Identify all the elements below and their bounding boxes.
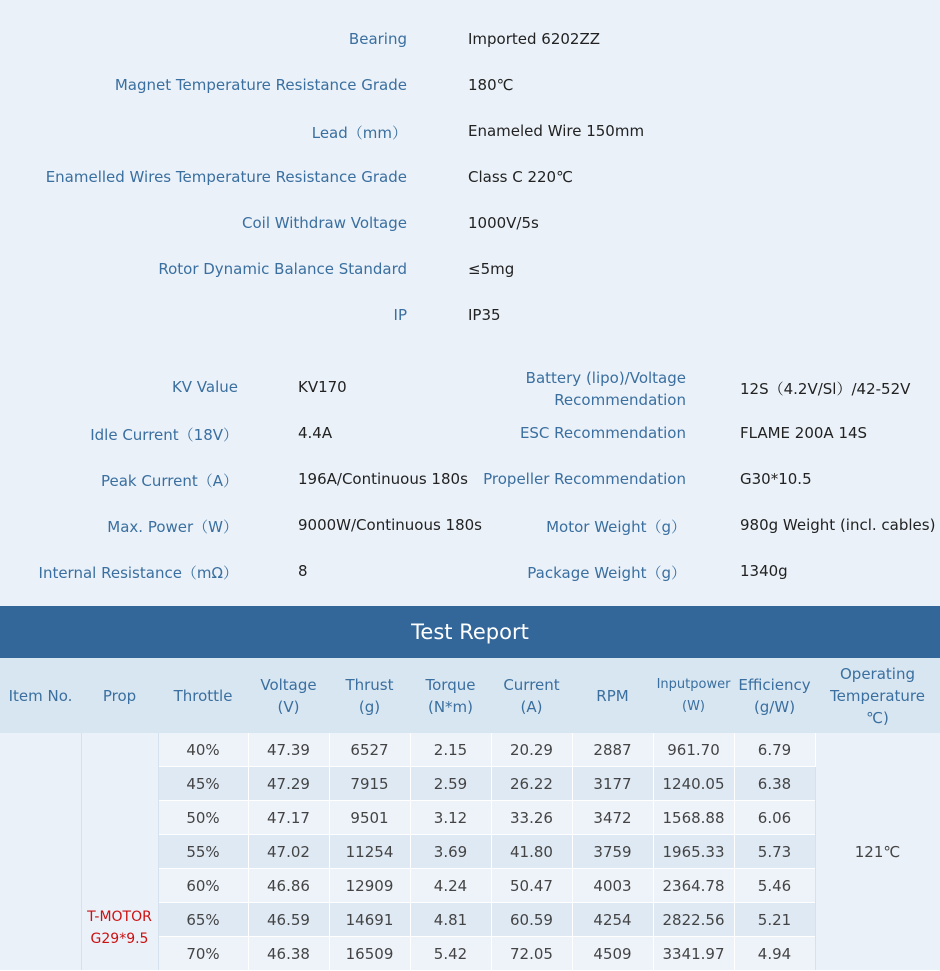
spec-label: Internal Resistance（mΩ） <box>38 564 238 582</box>
spec-row <box>0 76 940 100</box>
cell-thrust: 11254 <box>329 835 410 869</box>
cell-efficiency: 4.94 <box>734 937 815 971</box>
spec-row <box>0 214 940 238</box>
spec-label: ESC Recommendation <box>519 424 686 442</box>
spec-row <box>0 30 940 54</box>
cell-torque: 5.42 <box>410 937 491 971</box>
cell-current: 60.59 <box>491 903 572 937</box>
cell-inputpower: 3341.97 <box>653 937 734 971</box>
cell-thrust: 16509 <box>329 937 410 971</box>
cell-voltage: 46.59 <box>248 903 329 937</box>
header-text: Torque <box>425 675 476 694</box>
test-report-title: Test Report <box>0 606 940 658</box>
cell-thrust: 7915 <box>329 767 410 801</box>
header-torque <box>410 658 491 733</box>
spec-value: Imported 6202ZZ <box>468 30 601 48</box>
spec-value: G30*10.5 <box>740 470 812 488</box>
cell-efficiency: 6.79 <box>734 733 815 767</box>
cell-efficiency: 6.38 <box>734 767 815 801</box>
header-unit: (g) <box>358 697 381 716</box>
header-text: Current <box>503 675 560 694</box>
prop-brand: T-MOTOR <box>87 909 152 925</box>
cell-throttle: 55% <box>158 835 248 869</box>
cell-rpm: 4509 <box>572 937 653 971</box>
cell-voltage: 47.29 <box>248 767 329 801</box>
spec-value: IP35 <box>468 306 501 324</box>
spec-label: IP <box>393 306 407 324</box>
cell-throttle: 60% <box>158 869 248 903</box>
header-unit: ℃) <box>866 708 889 727</box>
cell-throttle: 65% <box>158 903 248 937</box>
item-no-cell <box>0 733 81 971</box>
spec-value: 980g Weight (incl. cables) <box>740 516 936 534</box>
cell-inputpower: 2822.56 <box>653 903 734 937</box>
spec-value: ≤5mg <box>468 260 515 278</box>
spec-label: Idle Current（18V） <box>90 426 238 444</box>
spec-label: Enamelled Wires Temperature Resistance Grade <box>45 168 407 186</box>
spec-value: Enameled Wire 150mm <box>468 122 645 140</box>
spec-label: Lead（mm） <box>311 124 407 142</box>
table-header-row <box>0 658 940 733</box>
spec-label: Magnet Temperature Resistance Grade <box>114 76 407 94</box>
cell-efficiency: 5.73 <box>734 835 815 869</box>
spec-label: Coil Withdraw Voltage <box>242 214 407 232</box>
header-unit: (V) <box>277 697 300 716</box>
spec-label-line: Recommendation <box>554 391 686 409</box>
header-text: Temperature <box>829 686 926 705</box>
header-text: Inputpower <box>656 676 731 692</box>
cell-thrust: 14691 <box>329 903 410 937</box>
spec-value: 4.4A <box>298 424 333 442</box>
cell-torque: 4.81 <box>410 903 491 937</box>
cell-current: 20.29 <box>491 733 572 767</box>
cell-torque: 4.24 <box>410 869 491 903</box>
header-inputpower <box>653 658 734 733</box>
spec-label: Package Weight（g） <box>527 564 686 582</box>
spec-value: 1340g <box>740 562 788 580</box>
cell-current: 33.26 <box>491 801 572 835</box>
spec-row <box>0 168 940 192</box>
spec-value: 8 <box>298 562 308 580</box>
header-voltage <box>248 658 329 733</box>
spec-label: Bearing <box>348 30 407 48</box>
header-unit: (W) <box>682 698 705 714</box>
header-current <box>491 658 572 733</box>
spec-label: Rotor Dynamic Balance Standard <box>158 260 407 278</box>
cell-rpm: 3759 <box>572 835 653 869</box>
spec-row <box>0 306 940 330</box>
cell-torque: 3.12 <box>410 801 491 835</box>
cell-inputpower: 961.70 <box>653 733 734 767</box>
cell-thrust: 12909 <box>329 869 410 903</box>
spec-label: KV Value <box>171 378 238 396</box>
spec-value: Class C 220℃ <box>468 168 573 186</box>
header-item-no: Item No. <box>0 658 81 733</box>
header-unit: (g/W) <box>753 697 796 716</box>
cell-throttle: 40% <box>158 733 248 767</box>
spec-value: 12S（4.2V/Sl）/42-52V <box>740 380 911 398</box>
cell-inputpower: 1568.88 <box>653 801 734 835</box>
spec-label: Motor Weight（g） <box>546 518 686 536</box>
header-text: Operating <box>840 664 915 683</box>
cell-torque: 2.15 <box>410 733 491 767</box>
spec-value: 9000W/Continuous 180s <box>298 516 482 534</box>
spec-label: Max. Power（W） <box>107 518 238 536</box>
table-body <box>0 733 940 971</box>
cell-throttle: 50% <box>158 801 248 835</box>
header-prop: Prop <box>81 658 158 733</box>
header-throttle: Throttle <box>158 658 248 733</box>
table-row <box>0 733 940 767</box>
spec-value: 180℃ <box>468 76 514 94</box>
cell-rpm: 2887 <box>572 733 653 767</box>
prop-model: G29*9.5 <box>90 931 149 947</box>
cell-throttle: 70% <box>158 937 248 971</box>
cell-thrust: 6527 <box>329 733 410 767</box>
cell-torque: 2.59 <box>410 767 491 801</box>
cell-current: 72.05 <box>491 937 572 971</box>
operating-temperature-cell: 121℃ <box>815 733 940 971</box>
cell-voltage: 47.39 <box>248 733 329 767</box>
spec-value: FLAME 200A 14S <box>740 424 868 442</box>
spec-value: KV170 <box>298 378 347 396</box>
spec-label: Peak Current（A） <box>101 472 238 490</box>
cell-throttle: 45% <box>158 767 248 801</box>
cell-inputpower: 2364.78 <box>653 869 734 903</box>
cell-torque: 3.69 <box>410 835 491 869</box>
header-thrust <box>329 658 410 733</box>
header-unit: (N*m) <box>427 697 474 716</box>
spec-label: Propeller Recommendation <box>483 470 686 488</box>
spec-label <box>526 367 686 411</box>
cell-thrust: 9501 <box>329 801 410 835</box>
header-efficiency <box>734 658 815 733</box>
spec-value: 196A/Continuous 180s <box>298 470 468 488</box>
spec-row <box>0 260 940 284</box>
cell-rpm: 3472 <box>572 801 653 835</box>
cell-voltage: 46.38 <box>248 937 329 971</box>
cell-current: 50.47 <box>491 869 572 903</box>
prop-cell <box>81 733 158 971</box>
cell-rpm: 4003 <box>572 869 653 903</box>
header-text: Thrust <box>345 675 394 694</box>
cell-inputpower: 1965.33 <box>653 835 734 869</box>
header-rpm: RPM <box>572 658 653 733</box>
cell-voltage: 47.17 <box>248 801 329 835</box>
cell-efficiency: 5.46 <box>734 869 815 903</box>
test-report-table <box>0 658 940 971</box>
cell-voltage: 47.02 <box>248 835 329 869</box>
cell-current: 26.22 <box>491 767 572 801</box>
header-text: Efficiency <box>738 675 811 694</box>
header-unit: (A) <box>520 697 543 716</box>
spec-row <box>0 122 940 146</box>
cell-efficiency: 5.21 <box>734 903 815 937</box>
cell-efficiency: 6.06 <box>734 801 815 835</box>
spec-value: 1000V/5s <box>468 214 539 232</box>
cell-current: 41.80 <box>491 835 572 869</box>
cell-inputpower: 1240.05 <box>653 767 734 801</box>
header-operating-temperature <box>815 658 940 733</box>
header-text: Voltage <box>260 675 317 694</box>
spec-label-line: Battery (lipo)/Voltage <box>525 369 686 387</box>
cell-rpm: 3177 <box>572 767 653 801</box>
cell-voltage: 46.86 <box>248 869 329 903</box>
cell-rpm: 4254 <box>572 903 653 937</box>
